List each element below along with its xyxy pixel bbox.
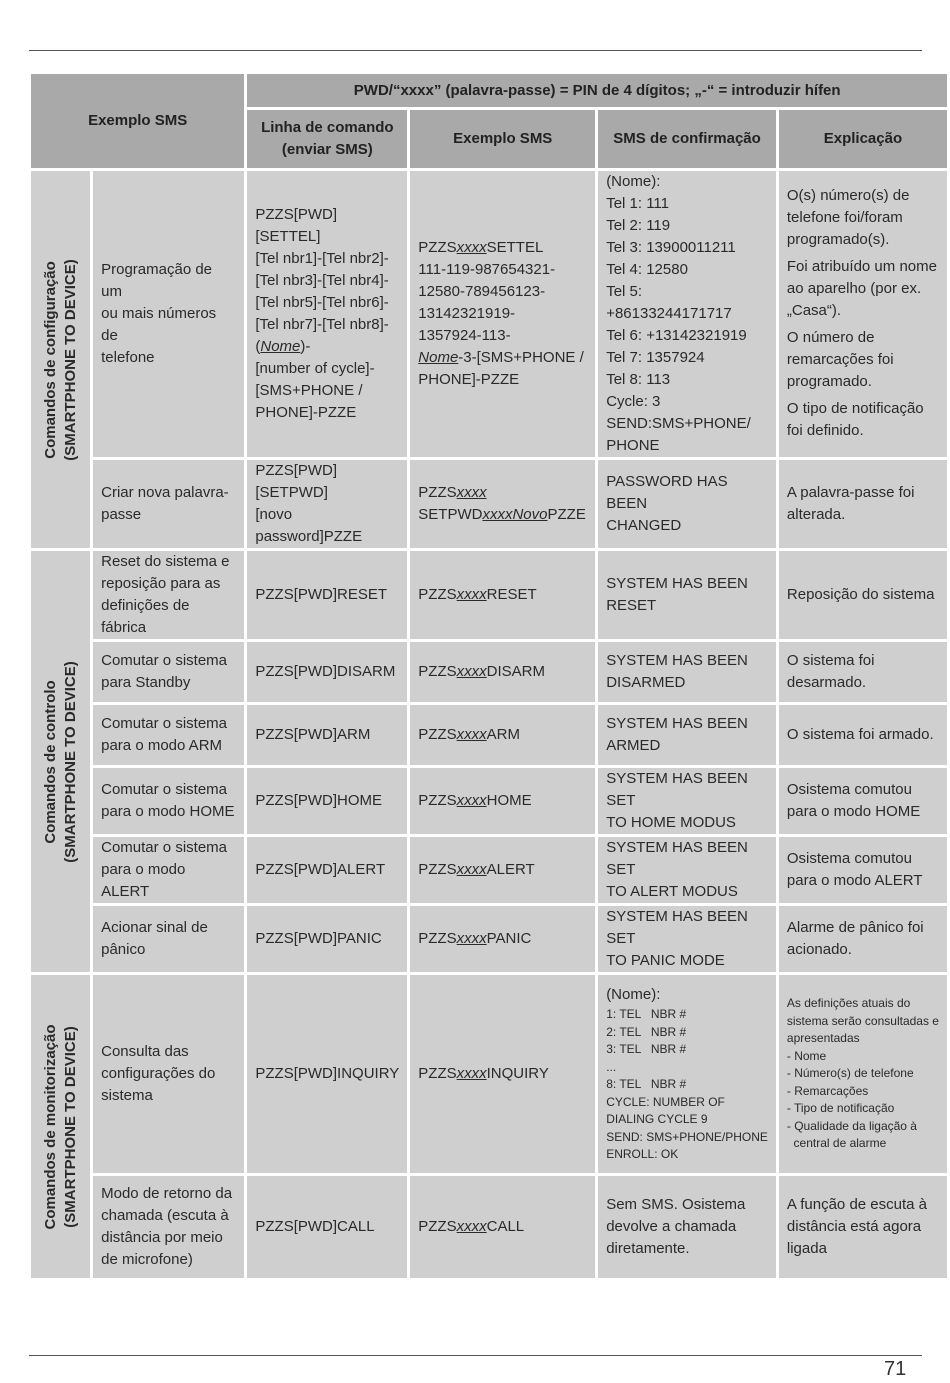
text-line: DISARMED [606,674,686,691]
text-line: [Tel nbr1]-[Tel nbr2]- [255,250,389,267]
text-line: - Tipo de notificação [786,1101,895,1116]
text-line: PZZS[PWD][SETTEL] [255,206,338,245]
row-confirmation [598,171,776,457]
text-line: O sistema foi [786,652,875,669]
text-line: desarmado. [786,674,867,691]
text-line: acionado. [786,941,852,958]
text-line: ou mais números de [101,305,217,344]
bottom-rule [29,1355,922,1356]
row-explanation [779,1176,947,1278]
row-description [93,460,244,548]
row-confirmation [598,837,776,903]
row-example: PZZSxxxxHOME [410,768,595,834]
text-line: Cycle: 3 [606,393,661,410]
table-row [31,551,947,639]
text-line: ligada [786,1240,827,1257]
row-command: PZZS[PWD]DISARM [247,642,407,702]
row-confirmation [598,1176,776,1278]
text-line: 2: TEL NBR # [606,1024,687,1039]
text-line: 3: TEL NBR # [606,1042,687,1057]
text-line: ENROLL: OK [606,1147,679,1162]
group-config [31,171,90,548]
text-line: programado. [786,372,872,390]
header-example: Exemplo SMS [410,110,595,168]
text-line: - Número(s) de telefone [786,1066,914,1081]
row-example: PZZSxxxxALERT [410,837,595,903]
text-line: Comandos de controlo [41,679,59,844]
header-pwd-note: PWD/“xxxx” (palavra-passe) = PIN de 4 dígitos; „-“ = introduzir hífen [247,74,947,107]
row-command: PZZS[PWD]ALERT [247,837,407,903]
text-line: SYSTEM HAS BEEN SET [606,908,748,947]
text-line: Comutar o sistema [101,652,227,669]
text-line: PHONE [606,437,660,454]
row-confirmation: (Nome): 1: TEL NBR # 2: TEL NBR # 3: TEL NBR # ... 8: TEL NBR # CYCLE: NUMBER OF DIALING CYCLE 9 SEND: SMS+PHONE/PHONE ENROLL: OK [598,975,776,1173]
text-line: Comandos de monitorização [41,1023,59,1230]
text-line: Acionar sinal de [101,919,208,936]
header-explanation: Explicação [779,110,947,168]
text-line: Comutar o sistema [101,781,227,798]
text-line: definições de fábrica [101,597,190,636]
row-example: PZZSxxxxRESET [410,551,595,639]
text-line: Tel 7: 1357924 [606,349,705,366]
text-line: pânico [101,941,146,958]
text-line: para Standby [101,674,191,691]
text-line: A função de escuta à [786,1196,927,1213]
row-explanation [779,171,947,457]
row-explanation [779,551,947,639]
text-line: Tel 4: 12580 [606,261,688,278]
text-line: Osistema comutou [786,850,912,867]
table-row [31,906,947,972]
text-line: de microfone) [101,1251,193,1268]
group-label-monitor [41,1024,81,1229]
text-line: telefone foi/foram [786,208,903,226]
row-command: PZZS[PWD]HOME [247,768,407,834]
text-line: Sem SMS. Osistema [606,1196,746,1213]
text-line: CHANGED [606,517,682,534]
text-line: [Tel nbr5]-[Tel nbr6]- [255,294,389,311]
table-row [31,705,947,765]
text-line: para o modo HOME [786,803,921,820]
group-control [31,551,90,972]
text-line: programado(s). [786,230,890,248]
text-line: 1: TEL NBR # [606,1007,687,1022]
text-line: DIALING CYCLE 9 [606,1112,708,1127]
text-line: Programação de um [101,261,213,300]
row-explanation [779,642,947,702]
text-line: Tel 1: 111 [606,195,670,212]
row-confirmation [598,768,776,834]
text-line: chamada (escuta à [101,1207,229,1224]
text-line: O sistema foi armado. [786,726,934,743]
row-description [93,705,244,765]
text-line: SEND: SMS+PHONE/PHONE [606,1129,768,1144]
row-explanation [779,460,947,548]
text-line: SYSTEM HAS BEEN SET [606,839,748,878]
text-line: alterada. [786,506,846,523]
table-row [31,171,947,457]
page-number: 71 [884,1358,907,1380]
text-line: RESET [606,597,657,614]
row-confirmation [598,460,776,548]
row-confirmation [598,705,776,765]
text-line: TO HOME MODUS [606,814,736,831]
text-line: Foi atribuído um nome [786,257,937,275]
group-monitor [31,975,90,1278]
text-line: reposição para as [101,575,221,592]
row-command: PZZS[PWD]ARM [247,705,407,765]
text-line: O(s) número(s) de [786,186,910,204]
row-command [247,460,407,548]
row-description [93,975,244,1173]
row-description [93,642,244,702]
text-line: sistema serão consultadas e [786,1013,939,1028]
group-label-control [41,661,81,862]
text-line: SYSTEM HAS BEEN [606,652,748,669]
text-line: Criar nova palavra- [101,484,229,501]
text-line: A palavra-passe foi [786,484,915,501]
text-line: para o modo ALERT [786,872,923,889]
row-description [93,837,244,903]
text-line: Reposição do sistema [786,586,935,603]
text-line: ARMED [606,737,661,754]
text-line: telefone [101,349,155,366]
text-line: Osistema comutou [786,781,912,798]
text-line: SYSTEM HAS BEEN [606,575,748,592]
text-line: Comutar o sistema [101,839,227,856]
text-line: [Tel nbr3]-[Tel nbr4]- [255,272,389,289]
text-line: Tel 8: 113 [606,371,671,388]
text-line: 111-119-987654321- [418,261,556,278]
text-line: [number of cycle]- [255,360,375,377]
text-line: Comutar o sistema [101,715,227,732]
text-line: (Nome): [606,173,661,190]
text-line: SYSTEM HAS BEEN SET [606,770,748,809]
text-line: (enviar SMS) [281,141,373,158]
text-line: para o modo ARM [101,737,223,754]
row-command: PZZS[PWD][SETTEL] [Tel nbr1]-[Tel nbr2]- [Tel nbr3]-[Tel nbr4]- [Tel nbr5]-[Tel nbr6]- [Tel nbr7]-[Tel nbr8]- (Nome)- [number of cycle]- [SMS+PHONE / PHONE]-PZZE [247,171,407,457]
text-line: Modo de retorno da [101,1185,233,1202]
row-command: PZZS[PWD]CALL [247,1176,407,1278]
header-command [247,110,407,168]
text-line: devolve a chamada [606,1218,737,1235]
table-row [31,768,947,834]
row-confirmation [598,642,776,702]
text-line: Tel 2: 119 [606,217,671,234]
text-line: Tel 6: +13142321919 [606,327,747,344]
sms-commands-table [28,71,950,1281]
text-line: - Qualidade da ligação à [786,1118,917,1133]
header-confirmation: SMS de confirmação [598,110,776,168]
table-row [31,975,947,1173]
text-line: Tel 5: +86133244171717 [606,283,732,322]
text-line: Tel 3: 13900011211 [606,239,736,256]
text-line: 1357924-113- [418,327,511,344]
row-example: PZZSxxxxDISARM [410,642,595,702]
text-line: 12580-789456123- [418,283,546,300]
text-line: TO PANIC MODE [606,952,725,969]
text-line: O tipo de notificação [786,399,924,417]
row-example: PZZSxxxx SETPWDxxxxNovoPZZE [410,460,595,548]
text-line: Alarme de pânico foi [786,919,924,936]
text-line: O número de [786,328,875,346]
text-line: Consulta das [101,1043,189,1060]
text-line: apresentadas [786,1031,860,1046]
text-line: Linha de comando [261,119,394,136]
text-line: foi definido. [786,421,864,439]
row-confirmation [598,906,776,972]
command-name: Nome [260,338,301,355]
text-line: configurações do [101,1065,216,1082]
row-command: PZZS[PWD]INQUIRY [247,975,407,1173]
group-label-config [41,259,81,460]
row-example: PZZSxxxxSETTEL 111-119-987654321- 12580-789456123- 13142321919- 1357924-113- Nome-3-[SMS+PHONE / PHONE]-PZZE [410,171,595,457]
row-example: PZZSxxxxINQUIRY [410,975,595,1173]
row-explanation [779,975,947,1173]
header-exemplo-sms: Exemplo SMS [31,74,244,168]
text-line: distância por meio [101,1229,223,1246]
text-line: para o modo HOME [101,803,235,820]
row-explanation [779,768,947,834]
row-explanation [779,906,947,972]
text-line: PZZS[PWD][SETPWD] [255,462,338,501]
text-line: „Casa“). [786,301,842,319]
text-line: 13142321919- [418,305,516,322]
text-line: Reset do sistema e [101,553,230,570]
text-line: ao aparelho (por ex. [786,279,922,297]
row-command: PZZS[PWD]RESET [247,551,407,639]
table-row [31,460,947,548]
table-row [31,837,947,903]
text-line: SEND:SMS+PHONE/ [606,415,751,432]
text-line: diretamente. [606,1240,690,1257]
text-line: - Nome [786,1048,827,1063]
text-line: [SMS+PHONE / [255,382,363,399]
text-line: PASSWORD HAS BEEN [606,473,728,512]
text-line: para o modo ALERT [101,861,186,900]
row-example: PZZSxxxxCALL [410,1176,595,1278]
row-explanation [779,837,947,903]
row-description [93,551,244,639]
text-line: (SMARTPHONE TO DEVICE) [61,258,79,461]
text-line: As definições atuais do [786,996,911,1011]
row-description [93,768,244,834]
text-line: (SMARTPHONE TO DEVICE) [61,660,79,863]
row-confirmation [598,551,776,639]
row-command: PZZS[PWD]PANIC [247,906,407,972]
row-description [93,1176,244,1278]
row-example: PZZSxxxxARM [410,705,595,765]
text-line: SYSTEM HAS BEEN [606,715,748,732]
text-line: [Tel nbr7]-[Tel nbr8]- [255,316,389,333]
text-line: 8: TEL NBR # [606,1077,687,1092]
table-row [31,642,947,702]
text-line: Comandos de configuração [41,260,59,459]
table-row [31,1176,947,1278]
text-line: remarcações foi [786,350,894,368]
text-line: - Remarcações [786,1083,869,1098]
text-line: passe [101,506,142,523]
text-line: [novo password]PZZE [255,506,363,545]
text-line: sistema [101,1087,153,1104]
text-line: central de alarme [786,1136,887,1151]
text-line: (SMARTPHONE TO DEVICE) [61,1025,79,1228]
text-line: TO ALERT MODUS [606,883,738,900]
top-rule [29,50,922,51]
text-line: distância está agora [786,1218,922,1235]
text-line: PHONE]-PZZE [255,404,357,421]
text-line: CYCLE: NUMBER OF [606,1094,725,1109]
row-description [93,906,244,972]
row-example: PZZSxxxxPANIC [410,906,595,972]
row-description [93,171,244,457]
row-explanation [779,705,947,765]
text-line: ... [606,1059,617,1074]
